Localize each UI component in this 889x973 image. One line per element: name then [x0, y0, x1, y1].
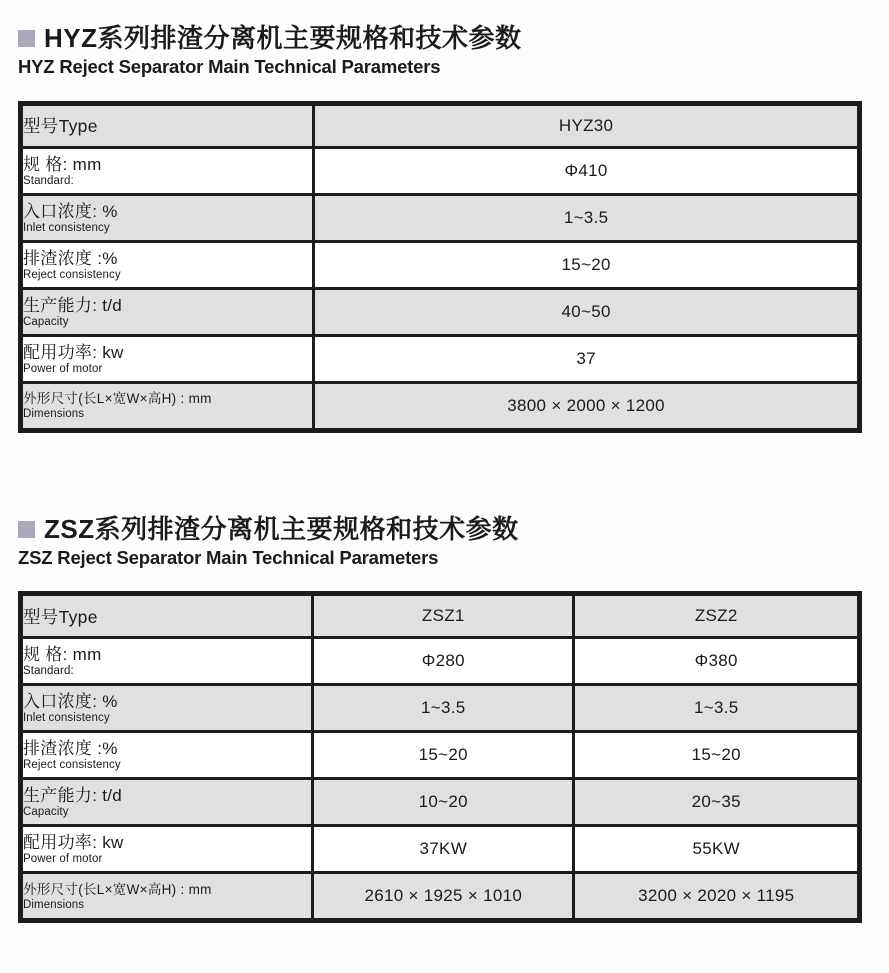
param-label-en: Reject consistency [23, 759, 121, 772]
param-label-cell [23, 780, 311, 824]
square-bullet-icon [18, 30, 35, 47]
param-label-cell [23, 639, 311, 683]
section-hyz-title-cn: HYZ系列排渣分离机主要规格和技术参数 [44, 23, 522, 53]
table-row [23, 827, 857, 871]
section-zsz-title-cn: ZSZ系列排渣分离机主要规格和技术参数 [44, 513, 519, 544]
square-bullet-icon [18, 521, 35, 538]
param-value-cell: 20~35 [575, 780, 857, 824]
param-label-cn: 排渣浓度 :% [23, 248, 118, 268]
param-value-cell: 2610 × 1925 × 1010 [314, 874, 572, 918]
table-row [23, 243, 857, 287]
param-label-en: Power of motor [23, 853, 103, 866]
param-label-en: Reject consistency [23, 268, 121, 281]
param-value-cell: Φ380 [575, 639, 857, 683]
section-zsz-title-en: ZSZ Reject Separator Main Technical Parameters [18, 546, 439, 568]
table-row [23, 149, 857, 193]
param-label-en: Standard: [23, 174, 74, 187]
param-label-en: Dimensions [23, 408, 85, 421]
param-label-cell [23, 733, 311, 777]
param-label-cell [23, 827, 311, 871]
section-hyz [0, 0, 889, 433]
param-label-cn: 规 格: mm [23, 154, 102, 174]
table-row [23, 733, 857, 777]
param-label-en: Capacity [23, 315, 69, 328]
table-header-row [23, 596, 857, 636]
param-label-cn: 生产能力: t/d [23, 786, 123, 806]
param-label-cell [23, 337, 312, 381]
param-label-cell [23, 290, 312, 334]
table-row [23, 196, 857, 240]
param-label-cn: 入口浓度: % [23, 201, 118, 221]
param-value-cell: 3800 × 2000 × 1200 [315, 384, 857, 428]
param-label-cn: 排渣浓度 :% [23, 739, 118, 759]
param-value-cell: Φ410 [315, 149, 857, 193]
param-label-cn: 入口浓度: % [23, 692, 118, 712]
param-label-cell [23, 196, 312, 240]
section-zsz [0, 433, 889, 924]
table-row [23, 290, 857, 334]
section-zsz-title-row [18, 433, 889, 543]
param-value-cell: 1~3.5 [314, 686, 572, 730]
table-row [23, 639, 857, 683]
param-label-en: Standard: [23, 665, 74, 678]
table-row [23, 384, 857, 428]
param-value-cell: 55KW [575, 827, 857, 871]
table-row [23, 686, 857, 730]
section-hyz-title-en: HYZ Reject Separator Main Technical Parameters [18, 56, 441, 78]
param-value-cell: 15~20 [575, 733, 857, 777]
param-value-cell: 37KW [314, 827, 572, 871]
param-label-en: Power of motor [23, 362, 103, 375]
type-header-cell: 型号Type [23, 106, 312, 146]
table-row [23, 337, 857, 381]
param-label-en: Capacity [23, 806, 69, 819]
param-label-en: Inlet consistency [23, 712, 110, 725]
param-value-cell: 15~20 [314, 733, 572, 777]
param-label-cn: 配用功率: kw [23, 833, 124, 853]
param-label-cn: 配用功率: kw [23, 342, 124, 362]
param-value-cell: 3200 × 2020 × 1195 [575, 874, 857, 918]
param-label-en: Dimensions [23, 898, 85, 911]
param-label-cell [23, 243, 312, 287]
param-label-cell [23, 874, 311, 918]
table-header-row [23, 106, 857, 146]
param-label-cn: 规 格: mm [23, 645, 102, 665]
param-label-cn: 生产能力: t/d [23, 295, 123, 315]
param-label-cell [23, 149, 312, 193]
param-value-cell: Φ280 [314, 639, 572, 683]
table-row [23, 780, 857, 824]
param-value-cell: 15~20 [315, 243, 857, 287]
param-label-cn: 外形尺寸(长L×宽W×高H) : mm [23, 881, 212, 897]
param-label-cell [23, 384, 312, 428]
param-value-cell: 1~3.5 [315, 196, 857, 240]
hyz-parameters-table [18, 101, 862, 433]
param-label-cn: 外形尺寸(长L×宽W×高H) : mm [23, 391, 212, 407]
section-hyz-title-row [18, 0, 889, 52]
model-header-cell: HYZ30 [315, 106, 857, 146]
param-value-cell: 40~50 [315, 290, 857, 334]
param-label-cell [23, 686, 311, 730]
type-header-cell: 型号Type [23, 596, 311, 636]
zsz-parameters-table [18, 591, 862, 923]
param-value-cell: 1~3.5 [575, 686, 857, 730]
table-row [23, 874, 857, 918]
param-value-cell: 37 [315, 337, 857, 381]
model-header-cell: ZSZ2 [575, 596, 857, 636]
model-header-cell: ZSZ1 [314, 596, 572, 636]
param-label-en: Inlet consistency [23, 221, 110, 234]
param-value-cell: 10~20 [314, 780, 572, 824]
